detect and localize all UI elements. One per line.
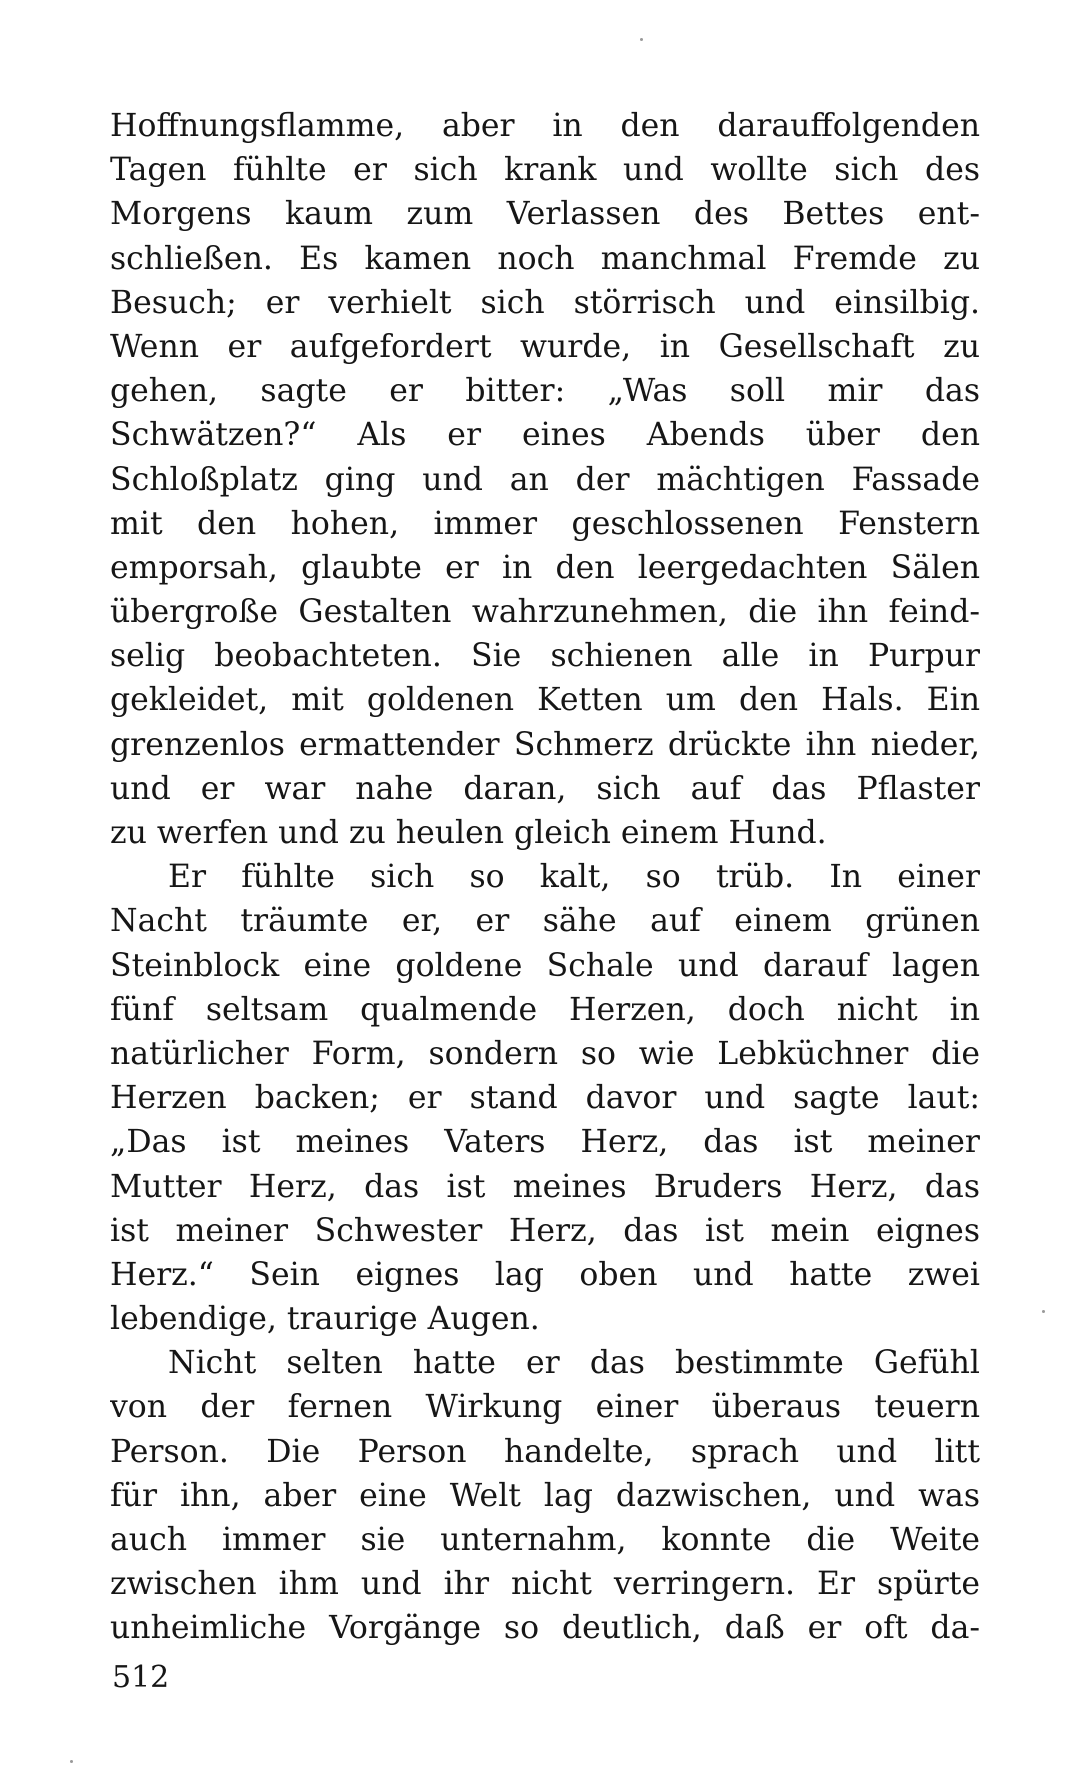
text-line: für ihn, aber eine Welt lag dazwischen, und was [110,1477,980,1514]
paper-speck [640,38,643,41]
text-line: mit den hohen, immer geschlossenen Fenstern [110,505,980,542]
text-line: selig beobachteten. Sie schienen alle in Purpur [110,638,980,675]
text-line: Schwätzen?“ Als er eines Abends über den [110,417,980,454]
text-line: fünf seltsam qualmende Herzen, doch nicht in [110,991,980,1028]
text-line: Person. Die Person handelte, sprach und litt [110,1433,980,1470]
paragraph-start-line: Er fühlte sich so kalt, so trüb. In einer [168,859,980,896]
text-line: Wenn er aufgefordert wurde, in Gesellschaft zu [110,328,980,365]
text-line: Herz.“ Sein eignes lag oben und hatte zwei [110,1256,980,1293]
paragraph-end-line: zu werfen und zu heulen gleich einem Hund. [110,815,827,851]
text-line: Mutter Herz, das ist meines Bruders Herz, das [110,1168,980,1205]
text-line: Hoffnungsflamme, aber in den darauffolgenden [110,108,980,144]
paper-speck [1042,1310,1045,1313]
text-line: Morgens kaum zum Verlassen des Bettes ent- [110,196,980,233]
text-line: zwischen ihm und ihr nicht verringern. Er spürte [110,1566,980,1603]
text-line: gehen, sagte er bitter: „Was soll mir das [110,373,980,410]
text-line: Steinblock eine goldene Schale und darauf lagen [110,947,980,984]
paper-speck [70,1760,73,1763]
text-line: Tagen fühlte er sich krank und wollte sich des [110,152,980,189]
text-line: grenzenlos ermattender Schmerz drückte ihn nieder, [110,726,980,763]
body-text [110,104,980,1651]
text-line: unheimliche Vorgänge so deutlich, daß er oft da- [110,1610,980,1647]
text-line: gekleidet, mit goldenen Ketten um den Hals. Ein [110,682,980,719]
page-number: 512 [112,1660,170,1695]
text-line: natürlicher Form, sondern so wie Lebküchner die [110,1035,980,1072]
text-line: übergroße Gestalten wahrzunehmen, die ihn feind- [110,594,980,631]
text-line: emporsah, glaubte er in den leergedachten Sälen [110,549,980,586]
paragraph-start-line: Nicht selten hatte er das bestimmte Gefühl [168,1345,980,1382]
text-line: Herzen backen; er stand davor und sagte laut: [110,1080,980,1117]
text-line: und er war nahe daran, sich auf das Pflaster [110,770,980,807]
text-line: „Das ist meines Vaters Herz, das ist meiner [110,1124,980,1161]
text-line: auch immer sie unternahm, konnte die Weite [110,1522,980,1558]
text-line: schließen. Es kamen noch manchmal Fremde zu [110,240,980,277]
paragraph-end-line: lebendige, traurige Augen. [110,1301,540,1338]
text-line: Nacht träumte er, er sähe auf einem grünen [110,903,980,940]
text-line: ist meiner Schwester Herz, das ist mein eignes [110,1212,980,1249]
text-line: Schloßplatz ging und an der mächtigen Fassade [110,461,980,498]
text-line: Besuch; er verhielt sich störrisch und einsilbig. [110,284,980,321]
text-line: von der fernen Wirkung einer überaus teuern [110,1389,980,1426]
